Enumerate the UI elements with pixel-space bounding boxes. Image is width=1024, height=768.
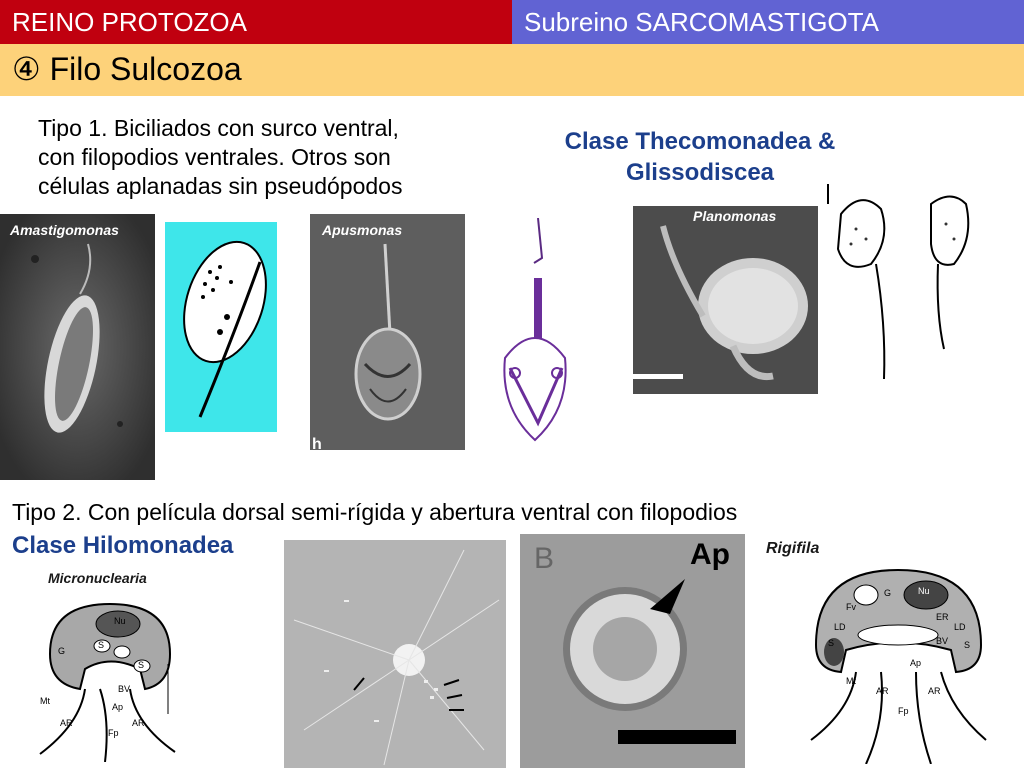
label-rigifila: Rigifila [766,540,820,557]
tipo1-line: con filopodios ventrales. Otros son [38,144,391,170]
diagram-label: S [98,640,105,650]
diagram-label: AR [60,718,73,728]
label-planomonas: Planomonas [693,208,777,224]
planomonas-micrograph [633,206,818,394]
apusmonas-drawing [490,218,580,446]
diagram-label: Mt [40,696,50,706]
apusmonas-micrograph [310,214,465,450]
hilomonadea-cell-micrograph [520,534,745,768]
diagram-label: AR [876,686,889,696]
label-h: h [312,436,322,453]
diagram-label: Mt [846,676,856,686]
diagram-label: Nu [918,586,930,596]
diagram-label: Ap [910,658,922,668]
label-micronuclearia: Micronuclearia [48,570,147,586]
tipo1-line: células aplanadas sin pseudópodos [38,173,403,199]
diagram-label: LD [834,622,846,632]
tipo2-paragraph: Tipo 2. Con película dorsal semi-rígida y abertura ventral con filopodios [12,499,738,525]
clase-theco-line: Glissodiscea [625,159,775,186]
panel-letter-b: B [534,542,555,575]
rigifila-diagram [806,560,991,764]
label-apusmonas: Apusmonas [322,222,403,238]
clase-thecomonadea-heading [530,126,870,188]
diagram-label: AR [928,686,941,696]
diagram-label: LD [954,622,966,632]
diagram-label: ER [936,612,949,622]
planomonas-drawing [826,184,976,384]
diagram-label: Fp [108,728,119,738]
diagram-label: Fv [846,602,856,612]
diagram-label: AR [132,718,145,728]
diagram-label: G [58,646,66,656]
diagram-label: BV [936,636,949,646]
hilomonadea-filopodia-micrograph [284,540,506,768]
header-kingdom-label: REINO PROTOZOA [12,7,247,37]
page-title: ④ Filo Sulcozoa [12,51,242,87]
diagram-label: Ap [112,702,124,712]
header-subkingdom-label: Subreino SARCOMASTIGOTA [524,7,879,37]
panel-ap-label: Ap [690,538,730,571]
tipo1-paragraph [38,114,518,201]
diagram-label: S [828,638,835,648]
diagram-label: BV [118,684,131,694]
diagram-label: S [138,660,145,670]
tipo1-line: Tipo 1. Biciliados con surco ventral, [38,115,399,141]
amastigomonas-drawing [165,222,277,432]
clase-hilomonadea-heading: Clase Hilomonadea [12,532,234,559]
diagram-label: Fp [898,706,909,716]
diagram-label: G [884,588,892,598]
diagram-label: Nu [114,616,126,626]
amastigomonas-micrograph [0,214,155,480]
label-amastigomonas: Amastigomonas [10,222,119,238]
diagram-label: S [964,640,971,650]
micronuclearia-diagram [30,594,195,762]
clase-theco-line: Clase Thecomonadea & [564,128,836,155]
